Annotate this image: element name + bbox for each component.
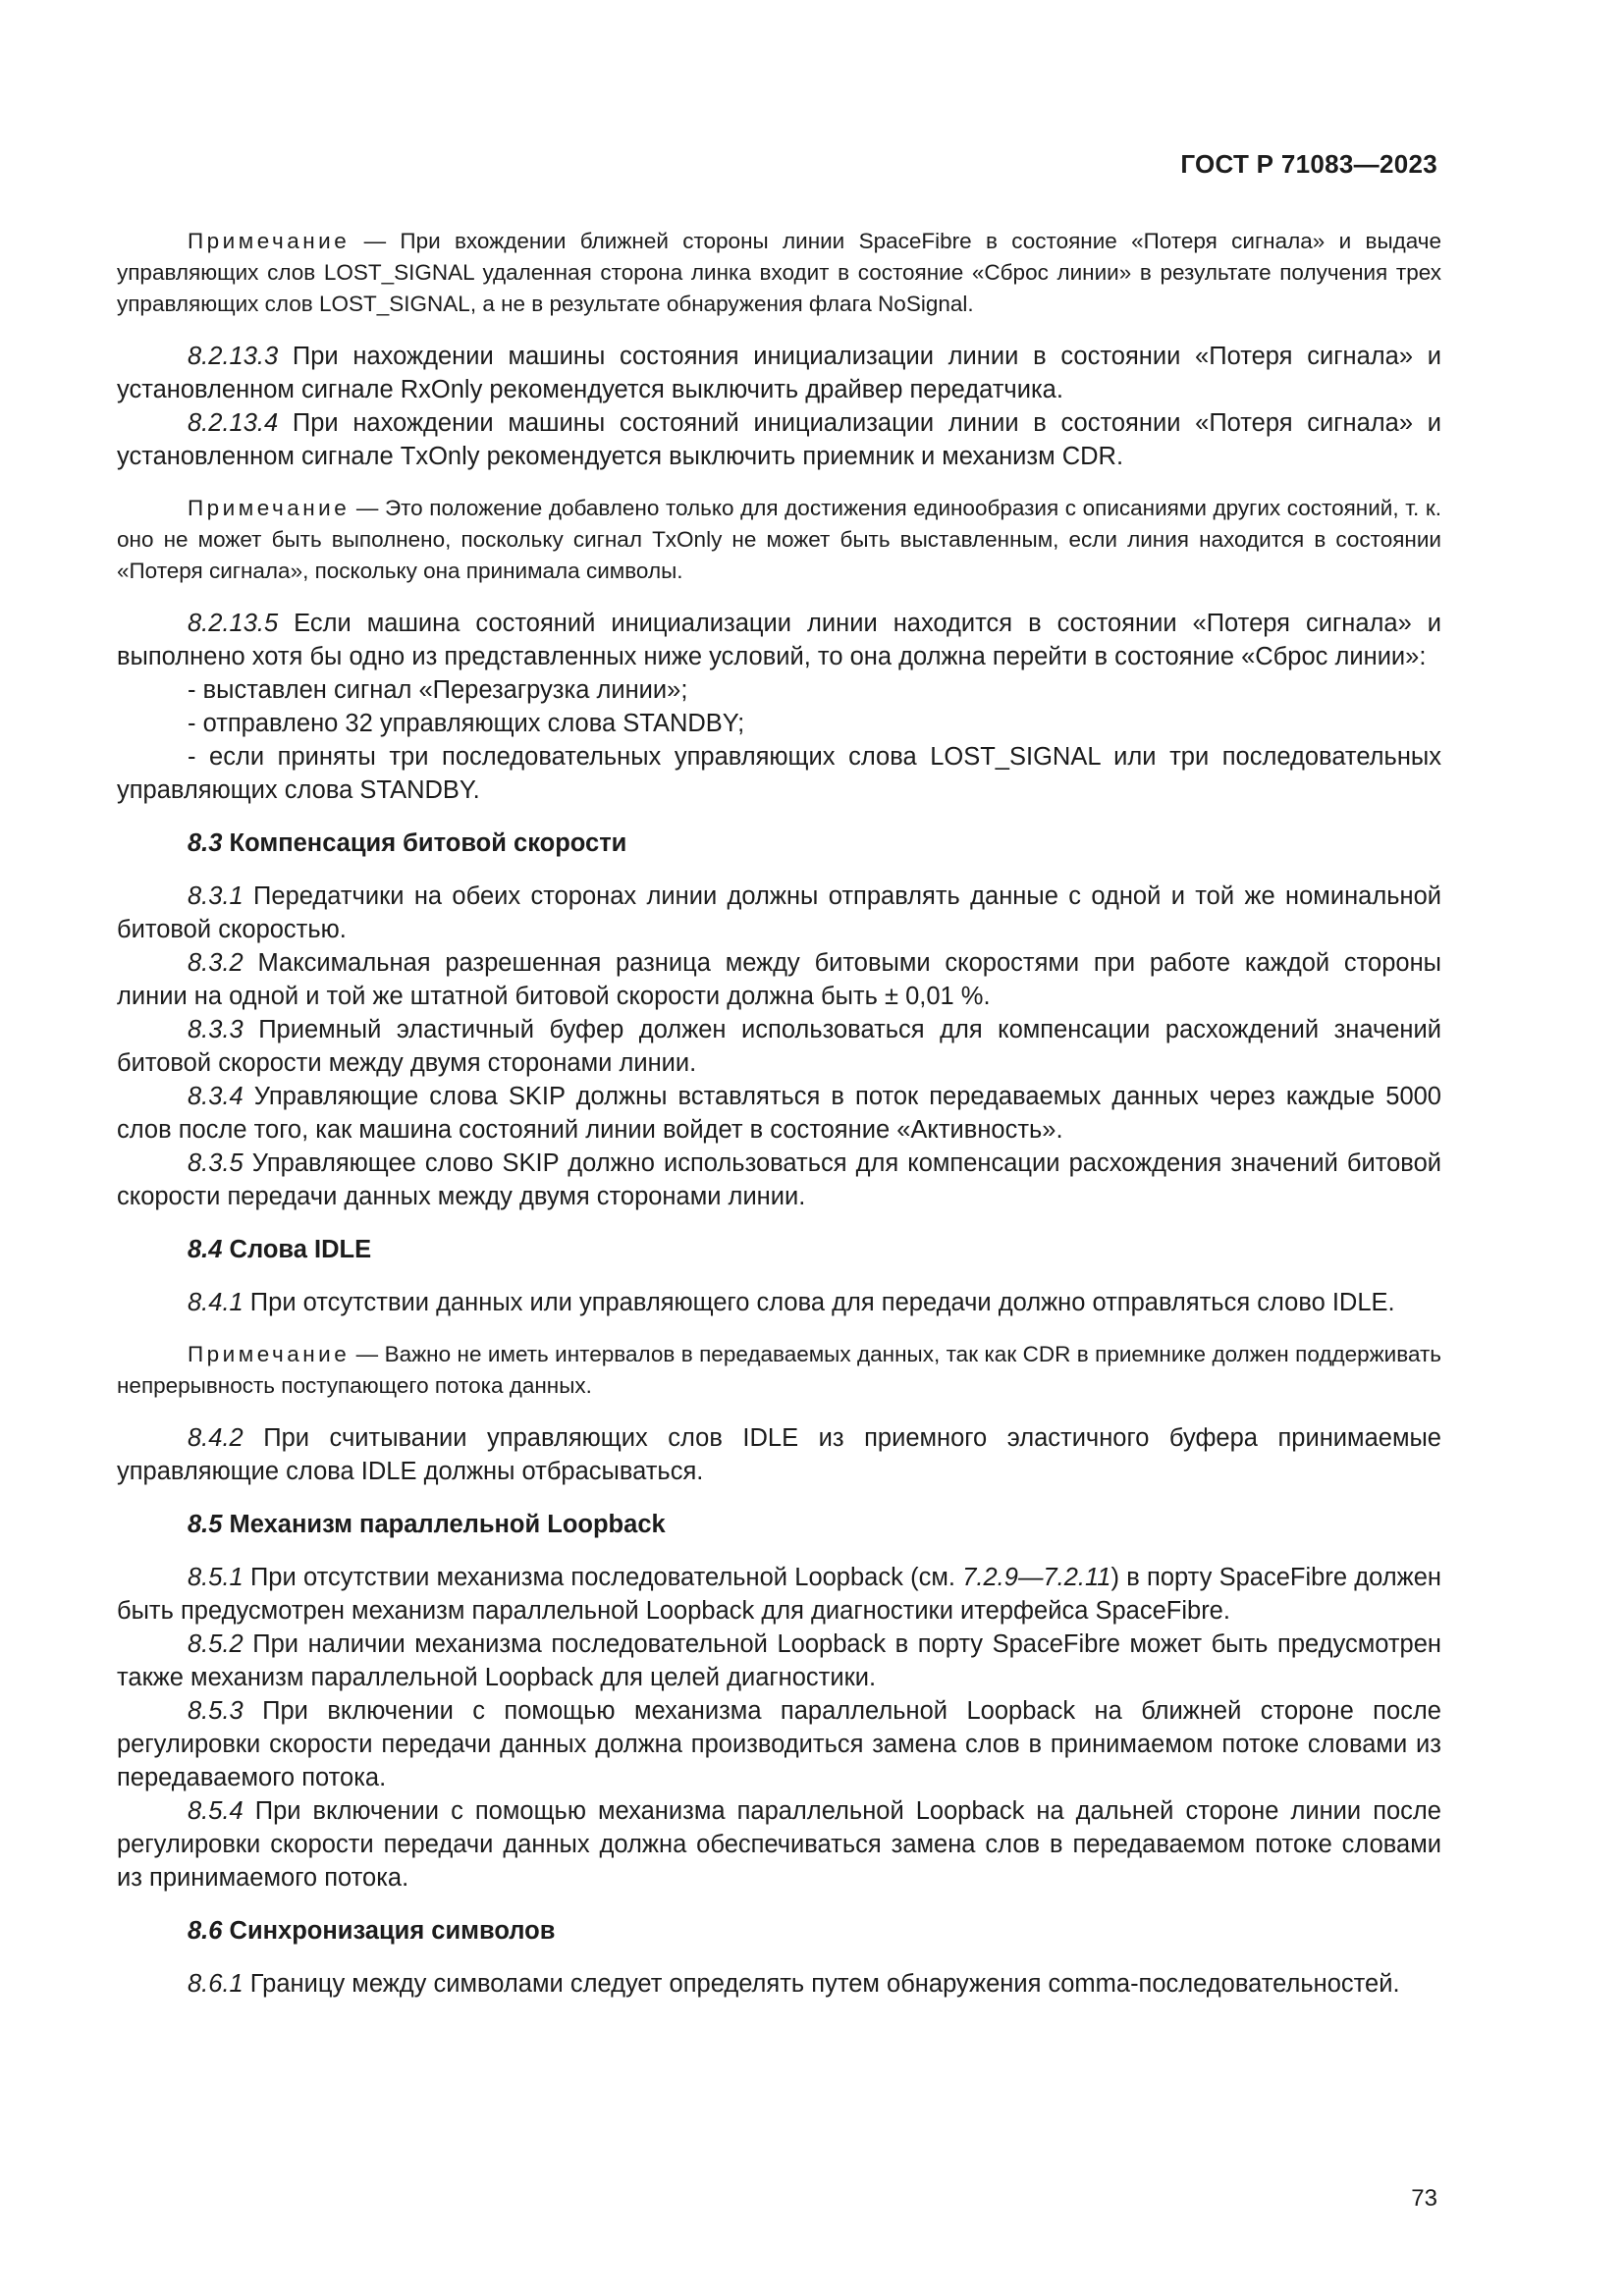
clause-text: Передатчики на обеих сторонах линии должны отправлять данные с одной и той же номинальной битовой скоростью. [117,882,1441,943]
clause-text: При отсутствии данных или управляющего слова для передачи должно отправляться слово IDLE. [243,1289,1395,1316]
section-title: Механизм параллельной Loopback [222,1511,666,1538]
list-item: - отправлено 32 управляющих слова STANDBY; [188,710,745,737]
note [117,493,1441,587]
clause-number: 8.2.13.3 [188,343,279,370]
clause-number: 8.3.1 [188,882,244,910]
clause-8-4-2 [117,1421,1441,1488]
clause-8-3-2 [117,946,1441,1013]
clause-text: При нахождении машины состояний инициализации линии в состоянии «Потеря сигнала» и установленном сигнале TxOnly рекомендуется выключить приемник и механизм CDR. [117,409,1441,470]
clause-8-5-2 [117,1628,1441,1694]
note [117,226,1441,320]
clause-text-tail: ) в порту SpaceFibre должен быть предусмотрен механизм параллельной Loopback для диагностики итерфейса SpaceFibre. [117,1564,1441,1625]
list-item: - если приняты три последовательных управляющих слова LOST_SIGNAL или три последовательных управляющих слова STANDBY. [117,743,1441,804]
section-title: Компенсация битовой скорости [222,829,627,857]
clause-number: 8.5.2 [188,1630,244,1658]
section-heading-8-5 [117,1508,1441,1541]
clause-text: При включении с помощью механизма параллельной Loopback на ближней стороне после регулировки скорости передачи данных должна производиться замена слов в принимаемом потоке словами из передаваемого потока. [117,1697,1441,1791]
note [117,1339,1441,1402]
clause-number: 8.5.3 [188,1697,244,1725]
page-number: 73 [1411,2185,1437,2212]
clause-8-3-4 [117,1080,1441,1147]
clause-number: 8.6.1 [188,1970,244,1998]
section-title: Слова IDLE [222,1236,372,1263]
section-number: 8.4 [188,1236,223,1263]
page-content [117,226,1441,2001]
clause-8-5-3 [117,1694,1441,1794]
cross-reference: 7.2.9—7.2.11 [962,1564,1111,1591]
clause-8-3-3 [117,1013,1441,1080]
clause-text: Приемный эластичный буфер должен использоваться для компенсации расхождений значений битовой скорости между двумя сторонами линии. [117,1016,1441,1077]
clause-text: При нахождении машины состояния инициализации линии в состоянии «Потеря сигнала» и установленном сигнале RxOnly рекомендуется выключить драйвер передатчика. [117,343,1441,403]
clause-8-5-1 [117,1561,1441,1628]
clause-number: 8.4.1 [188,1289,244,1316]
clause-8-6-1 [117,1967,1441,2001]
clause-number: 8.2.13.4 [188,409,279,437]
clause-text: Управляющее слово SKIP должно использоваться для компенсации расхождения значений битовой скорости передачи данных между двумя сторонами линии. [117,1149,1441,1210]
clause-number: 8.2.13.5 [188,610,279,637]
clause-text: При наличии механизма последовательной Loopback в порту SpaceFibre может быть предусмотрен также механизм параллельной Loopback для целей диагностики. [117,1630,1441,1691]
standard-designation: ГОСТ Р 71083—2023 [1180,149,1437,179]
note-label: Примечание [188,1342,351,1366]
clause-text: Если машина состояний инициализации линии находится в состоянии «Потеря сигнала» и выполнено хотя бы одно из представленных ниже условий, то она должна перейти в состояние «Сброс линии»: [117,610,1441,670]
clause-text: Границу между символами следует определять путем обнаружения comma-последовательностей. [243,1970,1400,1998]
note-label: Примечание [188,229,351,253]
section-heading-8-6 [117,1914,1441,1948]
clause-number: 8.4.2 [188,1424,244,1452]
clause-number: 8.5.4 [188,1797,244,1825]
clause-text: Управляющие слова SKIP должны вставляться в поток передаваемых данных через каждые 5000 слов после того, как машина состояний линии войдет в состояние «Активность». [117,1083,1441,1144]
section-number: 8.3 [188,829,223,857]
clause-number: 8.3.2 [188,949,244,977]
clause-8-2-13-5 [117,607,1441,673]
clause-number: 8.3.5 [188,1149,244,1177]
note-text: — При вхождении ближней стороны линии SpaceFibre в состояние «Потеря сигнала» и выдаче управляющих слов LOST_SIGNAL удаленная сторона линка входит в состояние «Сброс линии» в результате получения трех управляющих слов LOST_SIGNAL, а не в результате обнаружения флага NoSignal. [117,229,1441,316]
clause-8-2-13-4 [117,406,1441,473]
note-text: — Это положение добавлено только для достижения единообразия с описаниями других состояний, т. к. оно не может быть выполнено, поскольку сигнал TxOnly не может быть выставленным, если линия находится в состоянии «Потеря сигнала», поскольку она принимала символы. [117,496,1441,583]
section-heading-8-3 [117,827,1441,860]
section-title: Синхронизация символов [222,1917,556,1945]
clause-number: 8.3.3 [188,1016,244,1043]
clause-8-4-1 [117,1286,1441,1319]
list-item: - выставлен сигнал «Перезагрузка линии»; [188,676,688,704]
clause-number: 8.3.4 [188,1083,244,1110]
clause-8-5-4 [117,1794,1441,1895]
clause-text: При считывании управляющих слов IDLE из приемного эластичного буфера принимаемые управляющие слова IDLE должны отбрасываться. [117,1424,1441,1485]
clause-number: 8.5.1 [188,1564,244,1591]
clause-8-3-1 [117,880,1441,946]
section-heading-8-4 [117,1233,1441,1266]
clause-8-3-5 [117,1147,1441,1213]
note-label: Примечание [188,496,351,520]
note-text: — Важно не иметь интервалов в передаваемых данных, так как CDR в приемнике должен поддерживать непрерывность поступающего потока данных. [117,1342,1441,1398]
clause-8-2-13-3 [117,340,1441,406]
section-number: 8.5 [188,1511,223,1538]
clause-text: При включении с помощью механизма параллельной Loopback на дальней стороне линии после регулировки скорости передачи данных должна обеспечиваться замена слов в передаваемом потоке словами из принимаемого потока. [117,1797,1441,1892]
clause-text: При отсутствии механизма последовательной Loopback (см. [243,1564,963,1591]
section-number: 8.6 [188,1917,223,1945]
clause-text: Максимальная разрешенная разница между битовыми скоростями при работе каждой стороны линии на одной и той же штатной битовой скорости должна быть ± 0,01 %. [117,949,1441,1010]
